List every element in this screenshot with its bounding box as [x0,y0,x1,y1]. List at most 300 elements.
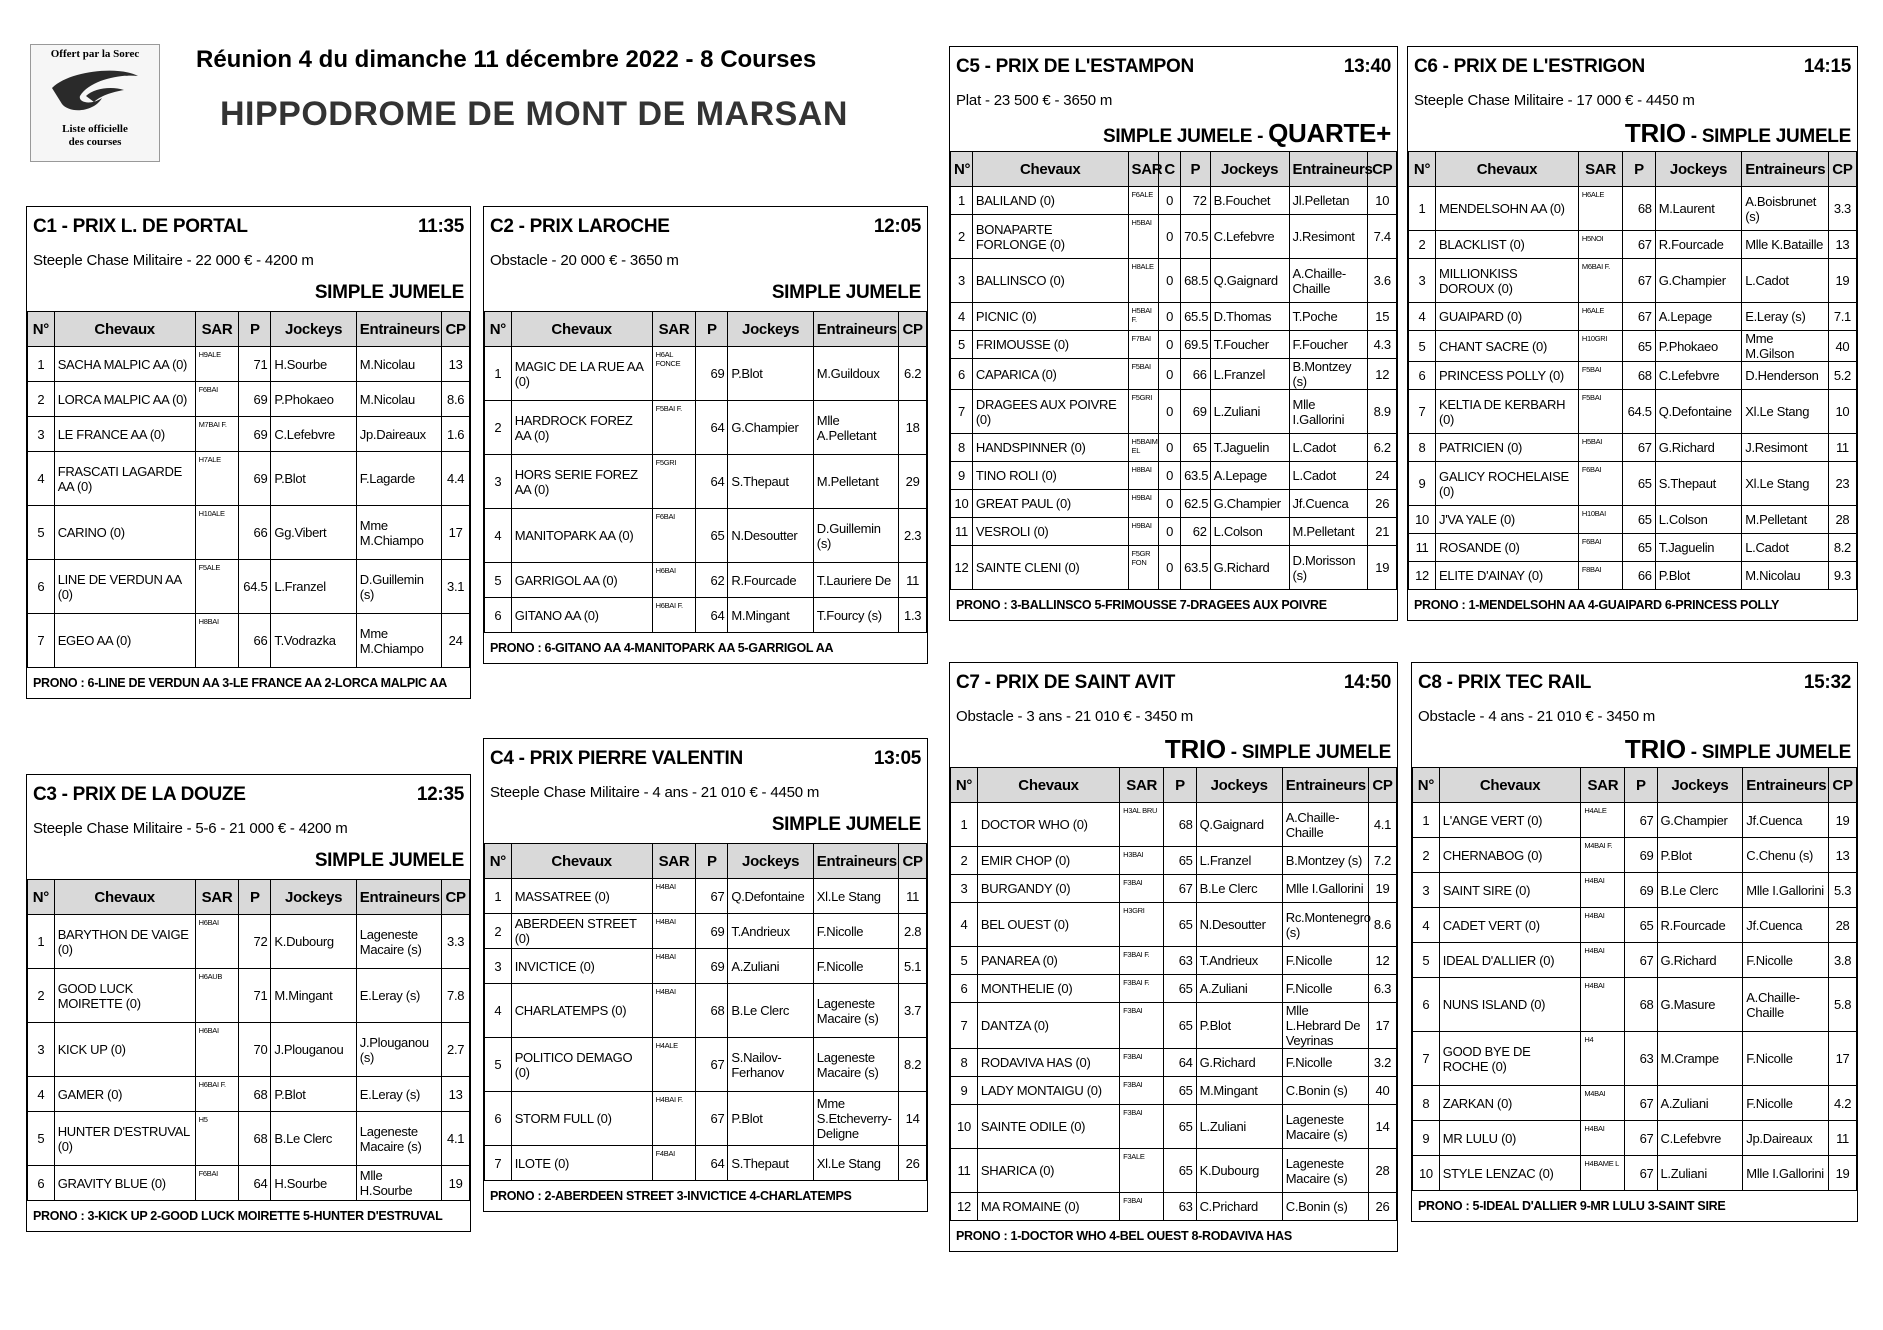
runner-row [951,390,1397,434]
bet-label-big: QUARTE+ [1268,118,1391,148]
runner-weight: 72 [239,915,271,969]
runner-number: 1 [28,347,55,382]
jockey-name: Q.Defontaine [1655,390,1742,434]
runner-row [28,560,470,614]
trainer-name: J.Plouganou (s) [356,1023,441,1077]
runner-odds: 17 [1368,1003,1396,1049]
sex-age-coat: F6BAI [195,382,239,417]
runner-weight: 69 [239,382,271,417]
horse-name: NUNS ISLAND (0) [1439,978,1581,1032]
runner-weight: 68 [696,984,728,1038]
trainer-name: L.Cadot [1742,259,1829,303]
horse-name: L'ANGE VERT (0) [1439,803,1581,838]
sex-age-coat: H9ALE [195,347,239,382]
runner-number: 6 [951,975,978,1003]
runner-odds: 4.1 [1368,803,1396,847]
runner-row [951,215,1397,259]
sex-age-coat: F5ALE [195,560,239,614]
col-header-trainer: Entraineurs [1289,152,1368,187]
horse-name: GAMER (0) [54,1077,195,1112]
runner-number: 6 [485,1092,512,1146]
horse-name: BEL OUEST (0) [977,903,1119,947]
runner-row [1409,231,1857,259]
jockey-name: L.Franzel [271,560,356,614]
col-header-trainer: Entraineurs [813,312,898,347]
horse-name: BARYTHON DE VAIGE (0) [54,915,195,969]
bet-label: SIMPLE JUMELE [314,282,464,303]
runner-weight: 65 [1164,975,1196,1003]
trainer-name: F.Nicolle [813,914,898,949]
trainer-name: Jf.Cuenca [1289,490,1368,518]
runner-odds: 5.2 [1828,362,1856,390]
horse-name: INVICTICE (0) [511,949,652,984]
jockey-name: N.Desoutter [728,509,813,563]
runner-odds: 3.6 [1368,259,1397,303]
col-header-trainer: Entraineurs [356,312,441,347]
runner-weight: 65 [1164,1149,1196,1193]
runner-number: 3 [485,455,512,509]
trainer-name: F.Nicolle [1282,975,1368,1003]
col-header-cp: CP [1368,768,1396,803]
bet-types [950,115,1397,151]
runner-number: 6 [1413,978,1440,1032]
runner-weight: 69 [696,949,728,984]
runner-odds: 7.1 [1828,303,1856,331]
sex-age-coat: F8BAI [1578,562,1622,590]
horse-name: GOOD BYE DE ROCHE (0) [1439,1032,1581,1086]
runner-weight: 69 [239,417,271,452]
trainer-name: J.Resimont [1289,215,1368,259]
runners-table [1408,151,1857,590]
trainer-name: Jl.Pelletan [1289,187,1368,215]
runner-odds: 19 [1828,259,1856,303]
horse-name: CADET VERT (0) [1439,908,1581,943]
runner-row [1413,873,1857,908]
runner-weight: 70 [239,1023,271,1077]
horse-name: ILOTE (0) [511,1146,652,1181]
runner-odds: 19 [1368,875,1396,903]
runner-odds: 26 [1368,1193,1396,1221]
runner-weight: 65 [1623,331,1655,362]
jockey-name: J.Plouganou [271,1023,356,1077]
runner-odds: 23 [1828,462,1856,506]
runner-number: 2 [485,401,512,455]
venue-title: HIPPODROME DE MONT DE MARSAN [220,95,848,133]
jockey-name: G.Champier [1655,259,1742,303]
trainer-name: Jp.Daireaux [1743,1121,1829,1156]
sex-age-coat: H6BAI [195,1023,239,1077]
runner-row [951,259,1397,303]
runner-weight: 65 [1623,534,1655,562]
trainer-name: Lageneste Macaire (s) [356,1112,441,1166]
runner-number: 11 [951,1149,978,1193]
horse-name: CHARLATEMPS (0) [511,984,652,1038]
col-header-num: N° [485,312,512,347]
runner-row [485,984,927,1038]
bet-types [1412,731,1857,767]
runner-weight: 64 [239,1166,271,1201]
runner-number: 12 [1409,562,1436,590]
runner-number: 5 [485,563,512,598]
runners-table [27,311,470,668]
runner-number: 3 [951,259,973,303]
runner-odds: 12 [1368,947,1396,975]
runner-weight: 68 [239,1112,271,1166]
jockey-name: G.Masure [1657,978,1743,1032]
col-header-p: P [696,312,728,347]
runner-number: 5 [951,331,973,359]
jockey-name: T.Jaguelin [1210,434,1289,462]
table-header-row [485,312,927,347]
runner-row [485,455,927,509]
runner-odds: 28 [1828,506,1856,534]
col-header-num: N° [1413,768,1440,803]
col-header-sar: SAR [652,312,696,347]
jockey-name: L.Zuliani [1657,1156,1743,1191]
runner-number: 5 [485,1038,512,1092]
runner-row [485,1146,927,1181]
sex-age-coat: H8ALE [1128,259,1159,303]
horse-name: KELTIA DE KERBARH (0) [1436,390,1579,434]
trainer-name: C.Bonin (s) [1282,1077,1368,1105]
jockey-name: P.Blot [728,347,813,401]
col-header-horse: Chevaux [1436,152,1579,187]
runner-row [28,347,470,382]
race-c6 [1407,46,1858,621]
runner-odds: 28 [1368,1149,1396,1193]
runner-odds: 7.8 [442,969,470,1023]
runner-number: 2 [485,914,512,949]
runner-number: 11 [1409,534,1436,562]
runner-odds: 7.4 [1368,215,1397,259]
col-header-p: P [1181,152,1211,187]
runner-number: 1 [951,187,973,215]
sex-age-coat: F3BAI [1120,1193,1164,1221]
runner-weight: 63 [1625,1032,1657,1086]
race-time: 12:05 [873,216,921,237]
sex-age-coat: H4BAI [652,984,696,1038]
race-title: C4 - PRIX PIERRE VALENTIN [490,748,743,769]
runner-number: 3 [28,1023,55,1077]
runner-odds: 3.2 [1368,1049,1396,1077]
trainer-name: Jf.Cuenca [1743,908,1829,943]
runner-weight: 65 [1164,1105,1196,1149]
horse-name: GUAIPARD (0) [1436,303,1579,331]
runner-weight: 67 [1625,803,1657,838]
sex-age-coat: H3AL BRU [1120,803,1164,847]
runner-row [28,382,470,417]
runner-row [485,563,927,598]
runner-number: 4 [951,903,978,947]
sorec-logo [30,44,160,162]
runner-row [951,331,1397,359]
runner-weight: 65 [1623,462,1655,506]
sex-age-coat: H5BAI F. [1128,303,1159,331]
runner-row [951,434,1397,462]
horse-name: IDEAL D'ALLIER (0) [1439,943,1581,978]
sex-age-coat: F5GR FON [1128,546,1159,590]
runner-odds: 2.8 [899,914,927,949]
bet-types [27,275,470,311]
horse-name: ELITE D'AINAY (0) [1436,562,1579,590]
sex-age-coat: H4BAI [1581,1121,1625,1156]
jockey-name: H.Sourbe [271,347,356,382]
horse-name: EGEO AA (0) [54,614,195,668]
race-title-bar [950,47,1397,87]
runner-number: 9 [951,1077,978,1105]
runner-number: 11 [951,518,973,546]
runner-weight: 66 [239,506,271,560]
runner-weight: 63 [1164,947,1196,975]
runner-row [951,1049,1397,1077]
runner-weight: 62 [696,563,728,598]
col-header-jockey: Jockeys [1210,152,1289,187]
jockey-name: B.Le Clerc [1657,873,1743,908]
horse-name: MENDELSOHN AA (0) [1436,187,1579,231]
horse-name: MAGIC DE LA RUE AA (0) [511,347,652,401]
jockey-name: M.Laurent [1655,187,1742,231]
sex-age-coat: F6ALE [1128,187,1159,215]
sex-age-coat: H5 [195,1112,239,1166]
runner-weight: 67 [1625,943,1657,978]
race-title-bar [1412,663,1857,703]
runner-row [28,1077,470,1112]
horse-name: LADY MONTAIGU (0) [977,1077,1119,1105]
bet-types [1408,115,1857,151]
horse-name: FRASCATI LAGARDE AA (0) [54,452,195,506]
runner-row [951,462,1397,490]
trainer-name: A.Chaille-Chaille [1289,259,1368,303]
runner-number: 3 [1409,259,1436,303]
runner-weight: 65 [1164,847,1196,875]
jockey-name: L.Colson [1210,518,1289,546]
runner-weight: 68 [1623,362,1655,390]
col-header-jockey: Jockeys [271,312,356,347]
runner-odds: 8.2 [899,1038,927,1092]
jockey-name: Q.Gaignard [1196,803,1282,847]
runner-odds: 1.6 [442,417,470,452]
sex-age-coat: F3BAI [1120,1003,1164,1049]
horse-swoosh-icon [50,66,140,116]
runner-odds: 11 [899,879,927,914]
trainer-name: D.Guillemin (s) [813,509,898,563]
runner-row [951,1077,1397,1105]
sex-age-coat: H4BAI [1581,978,1625,1032]
logo-bottom-text-2: des courses [68,136,122,148]
jockey-name: B.Fouchet [1210,187,1289,215]
horse-name: BURGANDY (0) [977,875,1119,903]
runner-weight: 67 [696,1092,728,1146]
jockey-name: L.Zuliani [1210,390,1289,434]
runner-number: 8 [1409,434,1436,462]
runner-number: 8 [951,1049,978,1077]
sex-age-coat: H4BAI [652,914,696,949]
jockey-name: L.Zuliani [1196,1105,1282,1149]
runner-row [28,915,470,969]
runner-odds: 5.3 [1829,873,1857,908]
jockey-name: P.Blot [1657,838,1743,873]
runner-weight: 67 [1625,1086,1657,1121]
jockey-name: L.Franzel [1210,359,1289,390]
jockey-name: S.Nailov-Ferhanov [728,1038,813,1092]
col-header-p: P [239,312,271,347]
runner-c: 0 [1159,462,1181,490]
race-time: 11:35 [417,216,464,237]
race-info: Obstacle - 4 ans - 21 010 € - 3450 m [1418,708,1656,725]
trainer-name: D.Henderson [1742,362,1829,390]
runner-weight: 67 [1623,259,1655,303]
runner-weight: 67 [1164,875,1196,903]
jockey-name: C.Prichard [1196,1193,1282,1221]
sex-age-coat: F3BAI [1120,1105,1164,1149]
jockey-name: G.Champier [1210,490,1289,518]
sex-age-coat: H4BAI [1581,873,1625,908]
jockey-name: L.Franzel [1196,847,1282,875]
runner-weight: 69 [239,452,271,506]
runner-number: 7 [1409,390,1436,434]
col-header-c: C [1159,152,1181,187]
sex-age-coat: H6BAI [652,563,696,598]
runner-row [485,1092,927,1146]
jockey-name: R.Fourcade [728,563,813,598]
table-header-row [28,880,470,915]
runner-number: 2 [1409,231,1436,259]
trainer-name: Mlle L.Hebrard De Veyrinas [1282,1003,1368,1049]
race-title: C3 - PRIX DE LA DOUZE [33,784,246,805]
runner-row [951,359,1397,390]
race-title: C7 - PRIX DE SAINT AVIT [956,672,1176,693]
jockey-name: R.Fourcade [1655,231,1742,259]
sex-age-coat: H5NOI [1578,231,1622,259]
horse-name: MANITOPARK AA (0) [511,509,652,563]
sex-age-coat: M4BAI F. [1581,838,1625,873]
runner-odds: 8.6 [442,382,470,417]
race-title-bar [950,663,1397,703]
runner-row [28,452,470,506]
runner-odds: 3.8 [1829,943,1857,978]
runner-number: 4 [28,452,55,506]
jockey-name: C.Lefebvre [271,417,356,452]
race-info: Steeple Chase Militaire - 4 ans - 21 010 € - 4450 m [490,784,820,801]
runner-c: 0 [1159,546,1181,590]
runner-number: 5 [951,947,978,975]
horse-name: TINO ROLI (0) [972,462,1128,490]
sex-age-coat: H6AUB [195,969,239,1023]
jockey-name: K.Dubourg [271,915,356,969]
runner-odds: 7.2 [1368,847,1396,875]
bet-label-big: TRIO [1624,118,1686,148]
sex-age-coat: F5BAI F. [652,401,696,455]
horse-name: HORS SERIE FOREZ AA (0) [511,455,652,509]
horse-name: MR LULU (0) [1439,1121,1581,1156]
runner-number: 4 [1409,303,1436,331]
trainer-name: Xl.Le Stang [813,879,898,914]
runner-row [485,347,927,401]
sex-age-coat: H4BAI [652,949,696,984]
runner-number: 10 [951,1105,978,1149]
trainer-name: Lageneste Macaire (s) [1282,1105,1368,1149]
runner-row [485,914,927,949]
sex-age-coat: M7BAI F. [195,417,239,452]
runner-weight: 65 [1164,1077,1196,1105]
horse-name: MA ROMAINE (0) [977,1193,1119,1221]
trainer-name: Lageneste Macaire (s) [356,915,441,969]
horse-name: RODAVIVA HAS (0) [977,1049,1119,1077]
runner-row [28,1166,470,1201]
trainer-name: M.Pelletant [813,455,898,509]
runner-weight: 67 [1625,1121,1657,1156]
race-time: 13:40 [1343,56,1391,77]
runner-number: 6 [28,1166,55,1201]
jockey-name: P.Phokaeo [1655,331,1742,362]
trainer-name: Lageneste Macaire (s) [813,1038,898,1092]
runner-number: 12 [951,1193,978,1221]
runner-odds: 11 [1828,434,1856,462]
runner-weight: 67 [1623,303,1655,331]
race-c2 [483,206,928,664]
runner-weight: 65 [1164,1003,1196,1049]
sex-age-coat: H10BAI [1578,506,1622,534]
table-header-row [28,312,470,347]
runner-row [28,1112,470,1166]
runner-odds: 18 [899,401,927,455]
race-c7 [949,662,1398,1252]
sex-age-coat: H6ALE [1578,187,1622,231]
race-prono: PRONO : 3-KICK UP 2-GOOD LUCK MOIRETTE 5-HUNTER D'ESTRUVAL [33,1209,443,1223]
runner-odds: 40 [1828,331,1856,362]
trainer-name: Mlle I.Gallorini [1743,873,1829,908]
runner-row [1413,908,1857,943]
sex-age-coat: H5BAI [1128,215,1159,259]
race-title-bar [27,775,470,815]
col-header-p: P [1164,768,1196,803]
table-header-row [951,152,1397,187]
runner-odds: 13 [1828,231,1856,259]
col-header-sar: SAR [195,880,239,915]
logo-bottom-text-1: Liste officielle [62,123,128,135]
col-header-cp: CP [442,312,470,347]
runner-odds: 11 [1829,1121,1857,1156]
col-header-num: N° [951,152,973,187]
trainer-name: T.Poche [1289,303,1368,331]
runner-row [1409,562,1857,590]
trainer-name: E.Leray (s) [1742,303,1829,331]
runner-row [951,1149,1397,1193]
runner-odds: 3.3 [1828,187,1856,231]
col-header-trainer: Entraineurs [813,844,898,879]
runner-odds: 19 [442,1166,470,1201]
jockey-name: M.Mingant [728,598,813,633]
trainer-name: Xl.Le Stang [1742,462,1829,506]
race-info: Steeple Chase Militaire - 17 000 € - 4450 m [1414,92,1695,109]
race-time: 15:32 [1803,672,1851,693]
runner-odds: 19 [1368,546,1397,590]
runner-c: 0 [1159,259,1181,303]
runner-number: 4 [485,984,512,1038]
runner-row [28,506,470,560]
race-c1 [26,206,471,699]
race-info: Steeple Chase Militaire - 22 000 € - 4200 m [33,252,314,269]
trainer-name: Mlle I.Gallorini [1282,875,1368,903]
race-info: Obstacle - 3 ans - 21 010 € - 3450 m [956,708,1194,725]
runner-weight: 66 [1623,562,1655,590]
horse-name: MILLIONKISS DOROUX (0) [1436,259,1579,303]
runner-weight: 68 [1625,978,1657,1032]
race-title-bar [484,739,927,779]
horse-name: PATRICIEN (0) [1436,434,1579,462]
trainer-name: D.Morisson (s) [1289,546,1368,590]
runner-odds: 19 [1829,1156,1857,1191]
